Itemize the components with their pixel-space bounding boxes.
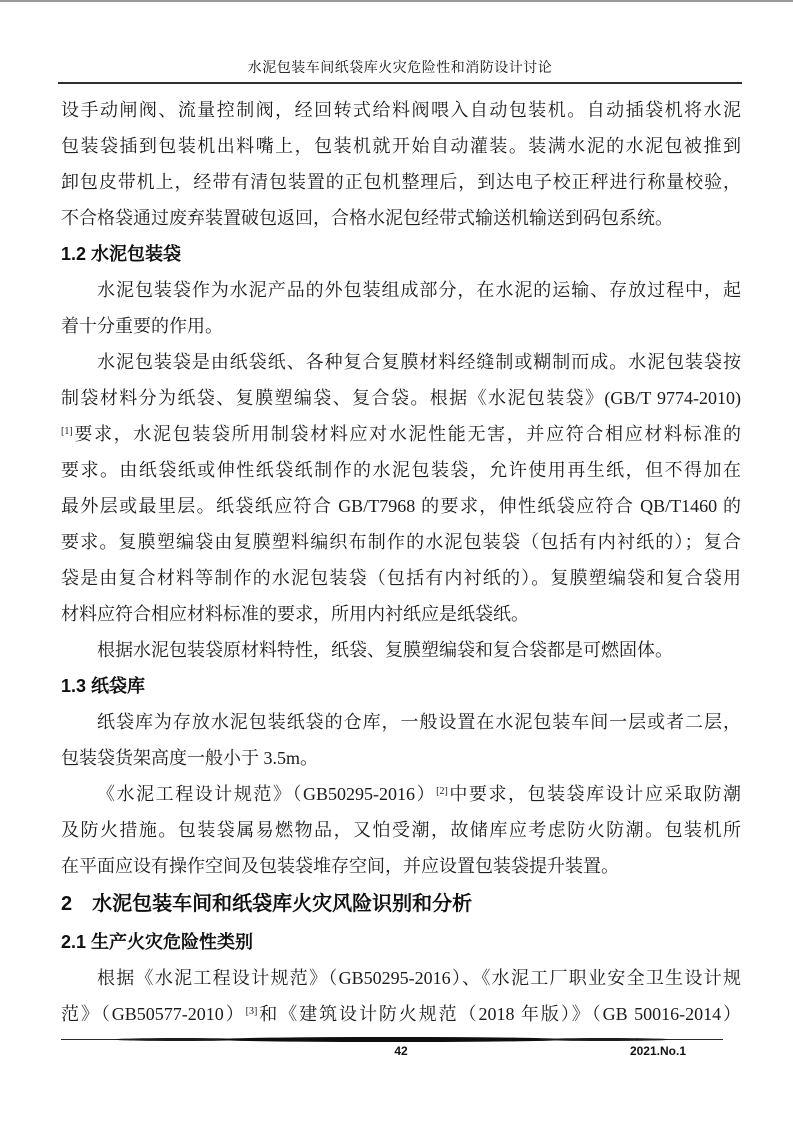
text-run: 根据《水泥工程设计规范》（GB50295-2016）、《水泥工厂职业安全卫生设计规 [97, 968, 741, 988]
body-line [61, 996, 741, 1032]
body-line [61, 704, 741, 740]
text-run: 中要求，包装袋库设计应采取防潮 [447, 784, 741, 804]
text-run: 在平面应设有操作空间及包装袋堆存空间，并应设置包装袋提升装置。 [61, 856, 619, 876]
text-run: 《水泥工程设计规范》（GB50295-2016） [97, 784, 437, 804]
body-line [61, 524, 741, 560]
text-run: 水泥包装袋作为水泥产品的外包装组成部分，在水泥的运输、存放过程中，起 [97, 280, 741, 300]
text-run: 包装袋货架高度一般小于 3.5m。 [61, 748, 318, 768]
text-run: 要求，水泥包装袋所用制袋材料应对水泥性能无害，并应符合相应材料标准的 [72, 424, 741, 444]
body-line [61, 200, 741, 236]
text-run: 和《建筑设计防火规范（2018 年版）》（GB 50016-2014） [257, 1004, 741, 1024]
body-line [61, 776, 741, 812]
running-head [58, 0, 742, 84]
document-body [61, 92, 741, 1032]
body-line [61, 164, 741, 200]
body-line [61, 596, 741, 632]
body-line [61, 960, 741, 996]
section-heading-level2 [61, 236, 741, 272]
text-run: 2 水泥包装车间和纸袋库火灾风险识别和分析 [61, 893, 473, 915]
citation-superscript: [2] [436, 786, 448, 797]
page-number: 42 [394, 1044, 408, 1058]
text-run: 1.3 纸袋库 [61, 676, 146, 696]
text-run: 2.1 生产火灾危险性类别 [61, 932, 254, 952]
body-line [61, 848, 741, 884]
footer-rule-thick-center [220, 1037, 564, 1042]
text-run: 不合格袋通过废弃装置破包返回，合格水泥包经带式输送机输送到码包系统。 [61, 208, 673, 228]
body-line [61, 560, 741, 596]
text-run: 要求。由纸袋纸或伸性纸袋纸制作的水泥包装袋，允许使用再生纸，但不得加在 [61, 460, 741, 480]
text-run: 最外层或最里层。纸袋纸应符合 GB/T7968 的要求，伸性纸袋应符合 QB/T1460 的 [61, 496, 741, 516]
body-line [61, 272, 741, 308]
section-heading-level1 [61, 884, 741, 924]
text-run: 纸袋库为存放水泥包装纸袋的仓库，一般设置在水泥包装车间一层或者二层， [97, 712, 741, 732]
text-run: 袋是由复合材料等制作的水泥包装袋（包括有内衬纸的）。复膜塑编袋和复合袋用 [61, 568, 741, 588]
text-run: 及防火措施。包装袋属易燃物品，又怕受潮，故储库应考虑防火防潮。包装机所 [61, 820, 741, 840]
body-line [61, 416, 741, 452]
text-run: 范》（GB50577-2010） [61, 1004, 246, 1024]
body-line [61, 128, 741, 164]
body-line [61, 740, 741, 776]
text-run: 根据水泥包装袋原材料特性，纸袋、复膜塑编袋和复合袋都是可燃固体。 [97, 640, 673, 660]
text-run: 设手动闸阀、流量控制阀，经回转式给料阀喂入自动包装机。自动插袋机将水泥 [61, 100, 741, 120]
text-run: 水泥包装袋是由纸袋纸、各种复合复膜材料经缝制或糊制而成。水泥包装袋按 [97, 352, 741, 372]
citation-superscript: [3] [245, 1006, 258, 1017]
body-line [61, 92, 741, 128]
issue-label: 2021.No.1 [629, 1044, 686, 1058]
footer [61, 1044, 741, 1062]
body-line [61, 632, 741, 668]
body-line [61, 380, 741, 416]
body-line [61, 812, 741, 848]
text-run: 制袋材料分为纸袋、复膜塑编袋、复合袋。根据《水泥包装袋》(GB/T 9774-2010) [61, 388, 741, 408]
text-run: 1.2 水泥包装袋 [61, 244, 182, 264]
body-line [61, 308, 741, 344]
text-run: 包装袋插到包装机出料嘴上，包装机就开始自动灌装。装满水泥的水泥包被推到 [61, 136, 741, 156]
body-line [61, 488, 741, 524]
citation-superscript: [1] [61, 426, 73, 437]
footer-rule [61, 1036, 723, 1043]
running-head-title: 水泥包装车间纸袋库火灾危险性和消防设计讨论 [247, 61, 553, 76]
body-line [61, 344, 741, 380]
text-run: 卸包皮带机上，经带有清包装置的正包机整理后，到达电子校正秤进行称量校验， [61, 172, 741, 192]
text-run: 着十分重要的作用。 [61, 316, 223, 336]
section-heading-level2 [61, 924, 741, 960]
text-run: 材料应符合相应材料标准的要求，所用内衬纸应是纸袋纸。 [61, 604, 529, 624]
text-run: 要求。复膜塑编袋由复膜塑料编织布制作的水泥包装袋（包括有内衬纸的）；复合 [61, 532, 741, 552]
footer-rule-thick-right [538, 1038, 670, 1041]
section-heading-level2 [61, 668, 741, 704]
body-line [61, 452, 741, 488]
